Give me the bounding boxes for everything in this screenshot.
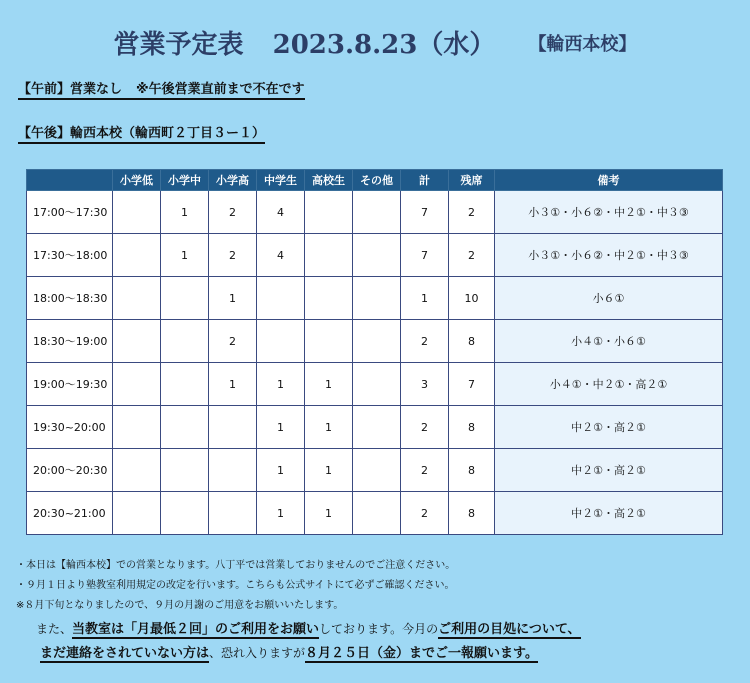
time-slot: 17:00〜17:30 — [27, 191, 113, 234]
count-cell: 1 — [209, 277, 257, 320]
count-cell — [113, 191, 161, 234]
count-cell — [113, 492, 161, 535]
table-body — [27, 191, 723, 535]
remarks-cell: 中２①・高２① — [495, 449, 723, 492]
count-cell — [353, 320, 401, 363]
remarks-cell: 小４①・小６① — [495, 320, 723, 363]
count-cell: 1 — [161, 191, 209, 234]
count-cell — [353, 406, 401, 449]
morning-line — [18, 78, 305, 100]
closing-l1-a: また、 — [36, 622, 73, 636]
count-cell — [353, 492, 401, 535]
time-slot: 19:00〜19:30 — [27, 363, 113, 406]
time-slot: 20:00〜20:30 — [27, 449, 113, 492]
count-cell: 4 — [257, 234, 305, 277]
count-cell: 1 — [401, 277, 449, 320]
table-row — [27, 492, 723, 535]
count-cell — [209, 492, 257, 535]
column-header: 残席 — [449, 170, 495, 191]
count-cell: 2 — [401, 406, 449, 449]
count-cell — [257, 277, 305, 320]
closing-line-2 — [40, 642, 538, 661]
count-cell — [353, 363, 401, 406]
count-cell: 3 — [401, 363, 449, 406]
count-cell: 8 — [449, 449, 495, 492]
closing-l2-b: 、恐れ入りますが — [209, 646, 306, 660]
remarks-cell: 小３①・小６②・中２①・中３③ — [495, 191, 723, 234]
count-cell: 1 — [257, 363, 305, 406]
count-cell: 7 — [449, 363, 495, 406]
column-header: 小学中 — [161, 170, 209, 191]
table-row — [27, 234, 723, 277]
count-cell — [353, 277, 401, 320]
count-cell — [161, 449, 209, 492]
morning-label: 【午前】営業なし — [18, 82, 123, 97]
column-header: 中学生 — [257, 170, 305, 191]
notes — [16, 556, 455, 616]
time-slot: 18:30〜19:00 — [27, 320, 113, 363]
morning-note: ※午後営業直前まで不在です — [136, 82, 305, 97]
count-cell: 1 — [257, 449, 305, 492]
count-cell — [161, 363, 209, 406]
count-cell: 1 — [209, 363, 257, 406]
count-cell — [209, 449, 257, 492]
count-cell: 4 — [257, 191, 305, 234]
count-cell: 10 — [449, 277, 495, 320]
count-cell — [113, 277, 161, 320]
closing-l1-c: しております。今月の — [319, 622, 439, 636]
count-cell — [161, 406, 209, 449]
table-header-row — [27, 170, 723, 191]
count-cell — [353, 449, 401, 492]
count-cell: 1 — [305, 492, 353, 535]
count-cell — [113, 406, 161, 449]
page-title — [0, 24, 750, 61]
count-cell: 2 — [209, 191, 257, 234]
remarks-cell: 小３①・小６②・中２①・中３③ — [495, 234, 723, 277]
table-row — [27, 449, 723, 492]
count-cell — [209, 406, 257, 449]
time-slot: 20:30~21:00 — [27, 492, 113, 535]
column-header — [27, 170, 113, 191]
title-date: 2023.8.23（水） — [272, 30, 496, 60]
count-cell: 2 — [401, 320, 449, 363]
table-row — [27, 363, 723, 406]
column-header: 高校生 — [305, 170, 353, 191]
column-header: 計 — [401, 170, 449, 191]
count-cell: 8 — [449, 320, 495, 363]
closing-l1-d: ご利用の目処について、 — [438, 622, 581, 637]
schedule-table — [26, 169, 723, 535]
column-header: 備考 — [495, 170, 723, 191]
count-cell — [305, 234, 353, 277]
count-cell — [257, 320, 305, 363]
remarks-cell: 中２①・高２① — [495, 406, 723, 449]
count-cell — [161, 320, 209, 363]
count-cell — [113, 363, 161, 406]
closing-l1-b: 当教室は「月最低２回」のご利用をお願い — [72, 622, 320, 637]
count-cell — [305, 277, 353, 320]
count-cell: 2 — [449, 234, 495, 277]
count-cell — [161, 492, 209, 535]
count-cell: 8 — [449, 406, 495, 449]
closing-line-1 — [36, 618, 581, 637]
count-cell — [305, 191, 353, 234]
title-school: 【輪西本校】 — [528, 34, 637, 55]
count-cell: 1 — [257, 492, 305, 535]
count-cell: 1 — [161, 234, 209, 277]
note-2: ・９月１日より塾教室利用規定の改定を行います。こちらも公式サイトにて必ずご確認ください。 — [16, 580, 455, 591]
time-slot: 17:30〜18:00 — [27, 234, 113, 277]
column-header: その他 — [353, 170, 401, 191]
column-header: 小学低 — [113, 170, 161, 191]
count-cell — [113, 320, 161, 363]
table-row — [27, 277, 723, 320]
count-cell: 7 — [401, 191, 449, 234]
time-slot: 18:00〜18:30 — [27, 277, 113, 320]
afternoon-line — [18, 122, 265, 144]
count-cell — [161, 277, 209, 320]
count-cell: 8 — [449, 492, 495, 535]
count-cell: 1 — [257, 406, 305, 449]
count-cell: 2 — [209, 234, 257, 277]
note-1: ・本日は【輪西本校】での営業となります。八丁平では営業しておりませんのでご注意ください。 — [16, 560, 456, 571]
count-cell — [113, 449, 161, 492]
count-cell: 2 — [401, 492, 449, 535]
table-row — [27, 191, 723, 234]
afternoon-label: 【午後】輪西本校（輪西町２丁目３ー１） — [18, 126, 266, 141]
table-row — [27, 406, 723, 449]
column-header: 小学高 — [209, 170, 257, 191]
closing-l2-a: まだ連絡をされていない方は — [40, 646, 210, 661]
count-cell — [353, 191, 401, 234]
count-cell: 1 — [305, 363, 353, 406]
count-cell — [353, 234, 401, 277]
count-cell — [113, 234, 161, 277]
count-cell — [305, 320, 353, 363]
note-3: ※８月下旬となりましたので、９月の月謝のご用意をお願いいたします。 — [16, 600, 344, 611]
count-cell: 2 — [209, 320, 257, 363]
count-cell: 1 — [305, 406, 353, 449]
remarks-cell: 小４①・中２①・高２① — [495, 363, 723, 406]
count-cell: 1 — [305, 449, 353, 492]
count-cell: 2 — [449, 191, 495, 234]
title-main: 営業予定表 — [113, 30, 244, 60]
count-cell: 2 — [401, 449, 449, 492]
closing-l2-c: ８月２５日（金）までご一報願います。 — [305, 646, 538, 661]
count-cell: 7 — [401, 234, 449, 277]
remarks-cell: 小６① — [495, 277, 723, 320]
table-row — [27, 320, 723, 363]
time-slot: 19:30~20:00 — [27, 406, 113, 449]
remarks-cell: 中２①・高２① — [495, 492, 723, 535]
